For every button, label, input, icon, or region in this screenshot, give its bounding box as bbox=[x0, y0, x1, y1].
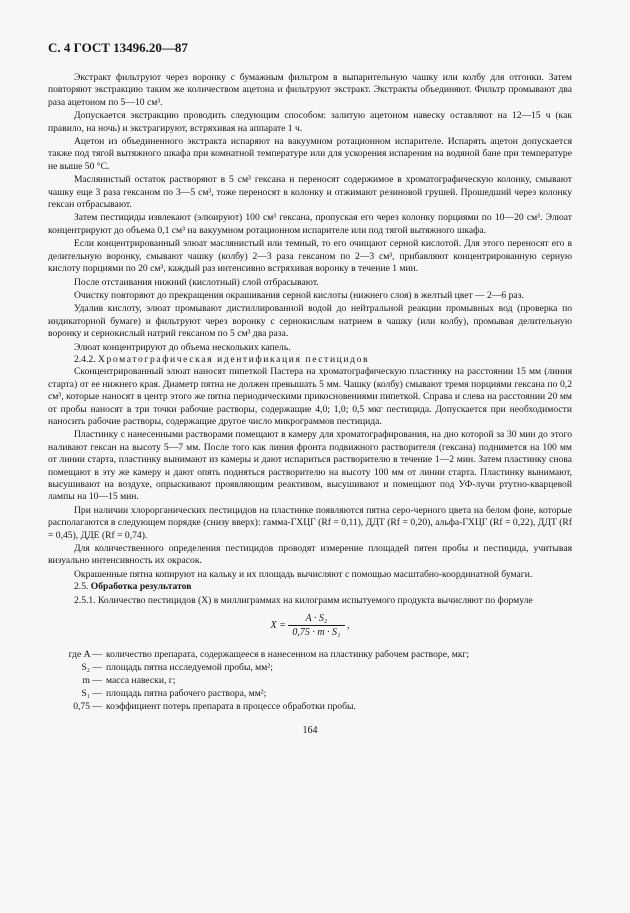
paragraph: Если концентрированный элюат маслянистый или темный, то его очищают серной кислотой. Для этого переносят его в делительную воронку, смывают чашку (колбу) 2—3 раза гексаном по 2—3 см³, прибавляют концентрированную серную кислоту порциями по 20 см³, каждый раз интенсивно встряхивая воронку в течение 1 мин. bbox=[48, 238, 572, 275]
page-number: 164 bbox=[302, 725, 318, 737]
paragraph: Удалив кислоту, элюат промывают дистиллированной водой до нейтральной реакции промывных вод (проверка по индикаторной бумаге) и фильтруют через воронку с сернокислым натрием в чашку (или колбу), промывая делительную воронку и сернокислый натрий гексаном по 5 см³ два раза. bbox=[48, 303, 572, 340]
paragraph: Элюат концентрируют до объема нескольких капель. bbox=[74, 341, 291, 353]
legend-symbol: где A — bbox=[68, 649, 102, 661]
legend-item bbox=[48, 687, 572, 700]
legend-item bbox=[48, 661, 572, 674]
paragraph: Для количественного определения пестицидов проводят измерение площадей пятен пробы и пестицида, учитывая визуально интенсивность их окрасок. bbox=[48, 543, 572, 567]
legend-text: коэффициент потерь препарата в процессе обработки пробы. bbox=[106, 701, 356, 713]
body-text-1 bbox=[48, 72, 572, 354]
legend-list bbox=[48, 648, 572, 713]
legend-symbol: S₁ — bbox=[81, 688, 102, 700]
paragraph: Окрашенные пятна копируют на кальку и их площадь вычисляют с помощью масштабно-координатной бумаги. bbox=[74, 568, 533, 580]
paragraph: После отстаивания нижний (кислотный) слой отбрасывают. bbox=[74, 276, 319, 288]
legend-item bbox=[48, 700, 572, 713]
paragraph: При наличии хлорорганических пестицидов на пластинке появляются пятна серо-черного цвета на белом фоне, которые располагаются в следующем порядке (снизу вверх): гамма-ГХЦГ (Rf = 0,11), ДДТ (Rf = 0,20), альфа-ГХЦГ (Rf = 0,22), ДДТ (Rf = 0,45), ДДЕ (Rf = 0,74). bbox=[48, 504, 572, 541]
formula-tail: , bbox=[347, 619, 350, 631]
section-title: Хроматографическая идентификация пестицидов bbox=[98, 353, 370, 365]
legend-symbol: m — bbox=[82, 675, 102, 687]
formula-fraction bbox=[288, 613, 344, 638]
legend-item bbox=[48, 674, 572, 687]
paragraph: Затем пестициды извлекают (элюируют) 100 см³ гексана, пропуская его через колонку порциями по 10—20 см³. Элюат концентрируют до объема 0,1 см³ на вакуумном ротационном испарителе или под тягой вытяжного шкафа. bbox=[48, 212, 572, 236]
section-title: Обработка результатов bbox=[90, 581, 192, 593]
section-heading-2-5 bbox=[48, 581, 572, 593]
formula-denominator: 0,75 · m · S₁ bbox=[292, 627, 341, 639]
paragraph: Пластинку с нанесенными растворами помещают в камеру для хроматографирования, на дно которой за 30 мин до этого наливают гексан на высоту 5—7 мм. После того как линия фронта подвижного растворителя (гексана) поднимется на 100 мм от линии старта, пластинку вынимают из камеры и дают испариться растворителю в течение 1—2 мин. Затем пластинку снова помещают в эту же камеру и дают опять подняться растворителю на высоту 100 мм от линии старта. Пластинку вынимают, высушивают на воздухе, опрыскивают проявляющим реактивом, высушивают и помещают под УФ-лучи ртутно-кварцевой лампы на 10—15 мин. bbox=[48, 429, 572, 503]
body-text-2 bbox=[48, 366, 572, 581]
paragraph: Сконцентрированный элюат наносят пипеткой Пастера на хроматографическую пластинку на расстоянии 15 мм (линия старта) от ее нижнего края. Диаметр пятна не должен превышать 5 мм. Чашку (колбу) смывают тремя порциями гексана по 0,2 см³, которые наносят в центр этого же пятна периодическими прикосновениями пипеткой. Справа и слева на расстоянии 20 мм от пробы наносят в три точки рабочие растворы, содержащие 4,0; 1,0; 0,5 мкг пестицида. Допускается при необходимости наносить рабочие растворы, содержащие другое число микрограммов пестицида. bbox=[48, 366, 572, 427]
legend-symbol: 0,75 — bbox=[73, 701, 102, 713]
legend-text: площадь пятна исследуемой пробы, мм²; bbox=[106, 662, 273, 674]
formula-numerator: A · S₂ bbox=[288, 613, 344, 626]
paragraph: Очистку повторяют до прекращения окрашивания серной кислоты (нижнего слоя) в желтый цвет — 2—6 раз. bbox=[74, 289, 524, 301]
paragraph-2-5-1: 2.5.1. Количество пестицидов (X) в миллиграммах на килограмм испытуемого продукта вычисляют по формуле bbox=[74, 594, 533, 606]
legend-text: масса навески, г; bbox=[106, 675, 176, 687]
paragraph: Допускается экстракцию проводить следующим способом: залитую ацетоном навеску оставляют на 12—15 ч (как правило, на ночь) и экстрагируют, встряхивая на аппарате 1 ч. bbox=[48, 110, 572, 134]
section-number: 2.4.2. bbox=[74, 353, 96, 365]
paragraph: Маслянистый остаток растворяют в 5 см³ гексана и переносят содержимое в хроматографическую колонку, смывают чашку еще 3 раза гексаном по 3—5 см³, тоже переносят в колонку и отжимают резиновой грушей. Прошедший через колонку гексан отбрасывают. bbox=[48, 174, 572, 211]
legend-text: количество препарата, содержащееся в нанесенном на пластинку рабочем растворе, мкг; bbox=[106, 649, 470, 661]
formula bbox=[48, 613, 572, 638]
section-number: 2.5. bbox=[74, 581, 89, 593]
legend-symbol: S₂ — bbox=[81, 662, 102, 674]
page-header: С. 4 ГОСТ 13496.20—87 bbox=[48, 40, 188, 55]
legend-item bbox=[48, 648, 572, 661]
formula-lhs: X = bbox=[270, 619, 286, 631]
paragraph: Экстракт фильтруют через воронку с бумажным фильтром в выпарительную чашку или колбу для отгонки. Затем повторяют экстракцию таким же количеством ацетона и фильтруют экстракт. Экстракты объединяют. Фильтр промывают два раза ацетоном по 5—10 см³. bbox=[48, 72, 572, 108]
legend-text: площадь пятна рабочего раствора, мм²; bbox=[106, 688, 267, 700]
section-heading-2-4-2 bbox=[48, 354, 572, 366]
paragraph: Ацетон из объединенного экстракта испаряют на вакуумном ротационном испарителе. Испарять ацетон допускается также под тягой вытяжного шкафа при комнатной температуре или для ускорения испарения на водяной бане при температуре не выше 50 °С. bbox=[48, 136, 572, 172]
